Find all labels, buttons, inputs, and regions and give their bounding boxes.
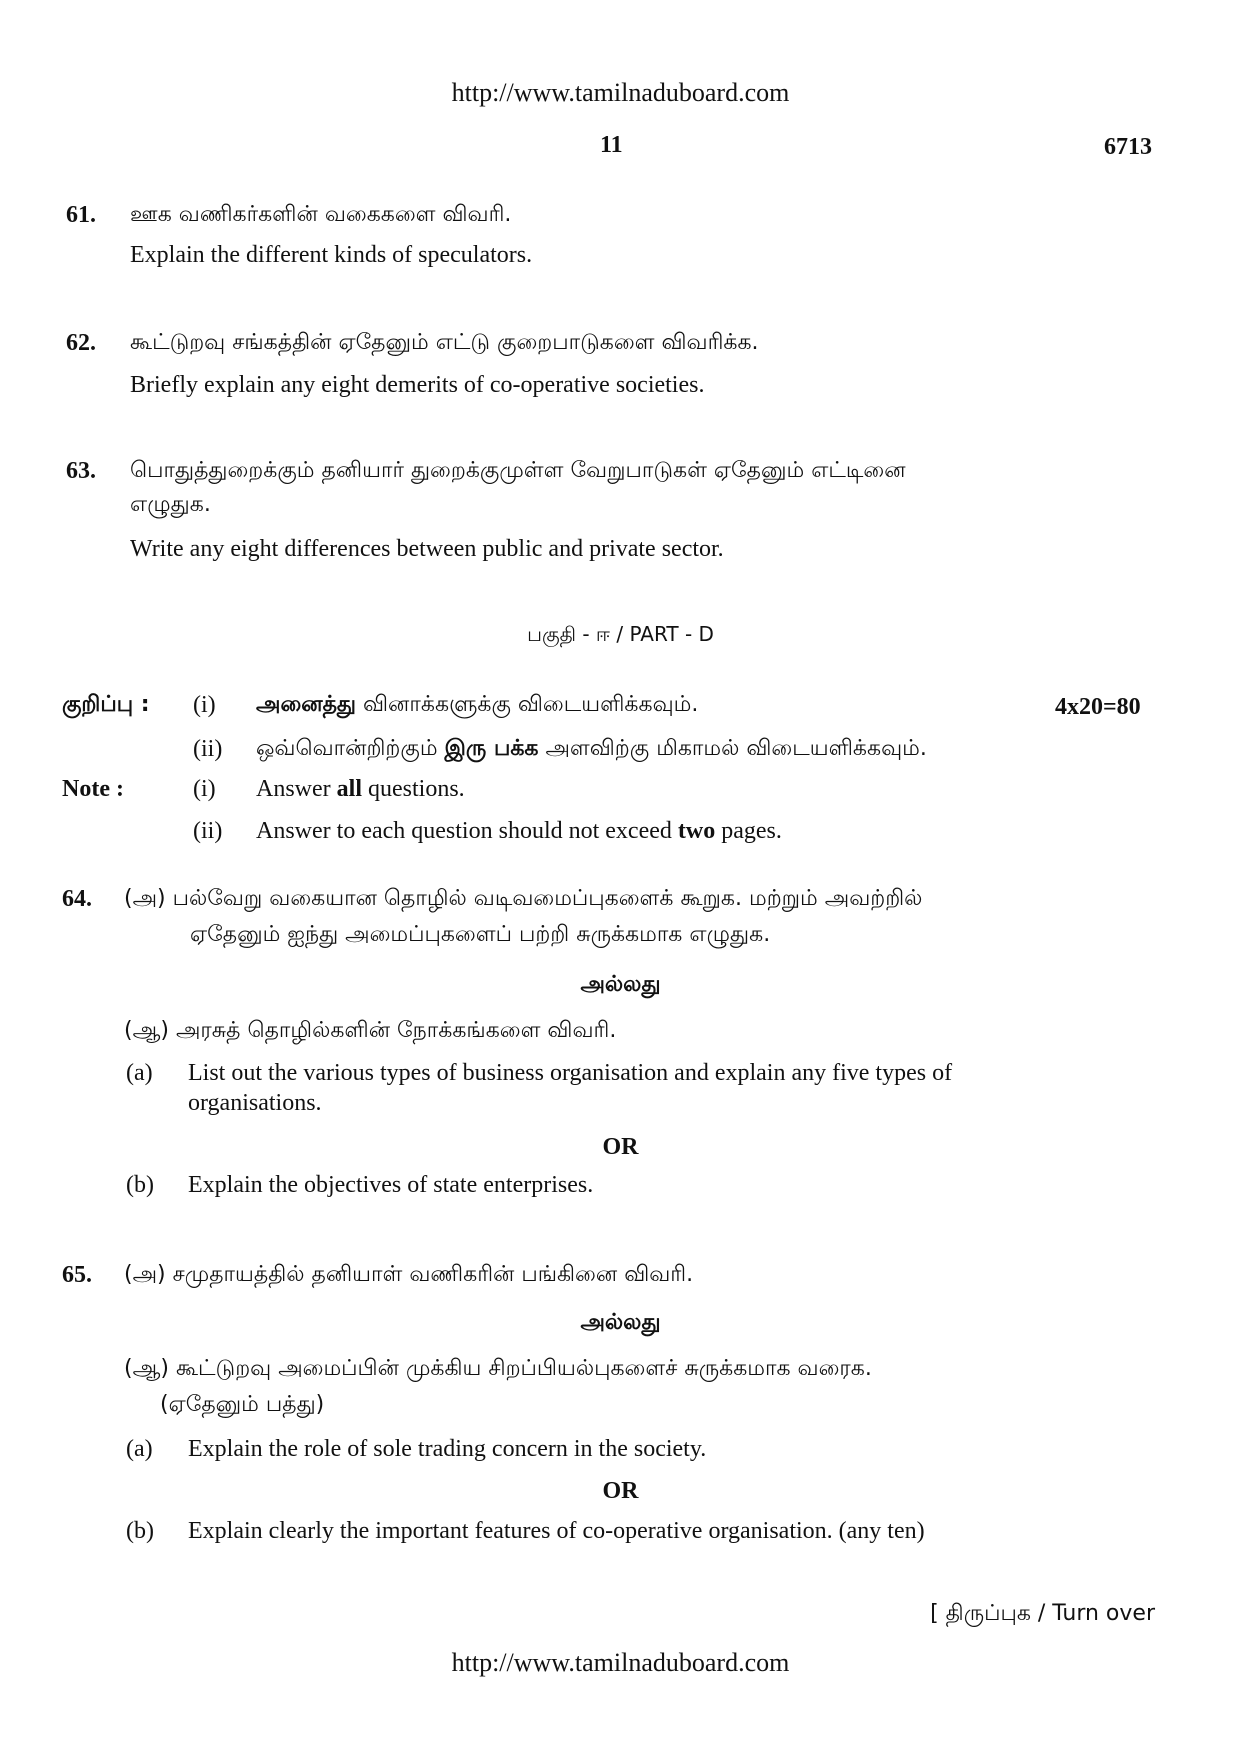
option-a-tamil: (அ) பல்வேறு வகையான தொழில் வடிவமைப்புகளைக் கூறுக. மற்றும் அவற்றில்: [124, 886, 923, 911]
question-number: 61.: [66, 202, 96, 228]
note-text-english: Answer all questions.: [256, 776, 465, 802]
option-b-english: Explain clearly the important features of co-operative organisation. (any ten): [188, 1518, 925, 1544]
note-label-english: Note :: [62, 776, 124, 802]
option-a-english: Explain the role of sole trading concern in the society.: [188, 1436, 707, 1462]
or-tamil: அல்லது: [580, 1310, 661, 1335]
note-text-tamil: அனைத்து வினாக்களுக்கு விடையளிக்கவும்.: [256, 692, 699, 717]
marks: 4x20=80: [1055, 694, 1141, 720]
note-number: (ii): [193, 818, 223, 844]
question-text-tamil: ஊக வணிகர்களின் வகைகளை விவரி.: [130, 202, 512, 227]
question-number: 63.: [66, 458, 96, 484]
part-heading-text: பகுதி - ஈ / PART - D: [527, 622, 714, 646]
or-english: OR: [602, 1134, 639, 1160]
question-text-english: Explain the different kinds of speculators.: [130, 242, 533, 268]
option-a-tamil: ஏதேனும் ஐந்து அமைப்புகளைப் பற்றி சுருக்கமாக எழுதுக.: [190, 922, 771, 947]
note-number: (i): [193, 692, 216, 718]
question-text-english: Write any eight differences between public and private sector.: [130, 536, 724, 562]
option-b-tamil: (ஆ) கூட்டுறவு அமைப்பின் முக்கிய சிறப்பியல்புகளைச் சுருக்கமாக வரைக.: [124, 1356, 872, 1381]
note-text-tamil: ஒவ்வொன்றிற்கும் இரு பக்க அளவிற்கு மிகாமல் விடையளிக்கவும்.: [256, 736, 927, 761]
option-b-tamil: (ஏதேனும் பத்து): [160, 1392, 325, 1417]
question-text-tamil: எழுதுக.: [130, 492, 211, 517]
note-number: (i): [193, 776, 216, 802]
option-a-tamil: (அ) சமுதாயத்தில் தனியாள் வணிகரின் பங்கினை விவரி.: [124, 1262, 694, 1287]
note-text-english: Answer to each question should not exceed two pages.: [256, 818, 782, 844]
turn-over: [ திருப்புக / Turn over: [930, 1601, 1155, 1626]
question-number: 62.: [66, 330, 96, 356]
option-label: (a): [126, 1436, 153, 1462]
option-b-english: Explain the objectives of state enterprises.: [188, 1172, 594, 1198]
option-label: (b): [126, 1518, 154, 1544]
option-b-tamil: (ஆ) அரசுத் தொழில்களின் நோக்கங்களை விவரி.: [124, 1018, 617, 1043]
question-text-tamil: கூட்டுறவு சங்கத்தின் ஏதேனும் எட்டு குறைபாடுகளை விவரிக்க.: [130, 330, 759, 355]
option-label: (b): [126, 1172, 154, 1198]
question-text-tamil: பொதுத்துறைக்கும் தனியார் துறைக்குமுள்ள வேறுபாடுகள் ஏதேனும் எட்டினை: [130, 458, 906, 483]
page-number: 11: [600, 132, 623, 158]
question-number: 65.: [62, 1262, 92, 1288]
or-english: OR: [602, 1478, 639, 1504]
option-a-english: List out the various types of business organisation and explain any five types of: [188, 1060, 953, 1086]
question-text-english: Briefly explain any eight demerits of co-operative societies.: [130, 372, 705, 398]
paper-code: 6713: [1104, 134, 1152, 160]
footer-url: http://www.tamilnaduboard.com: [451, 1648, 790, 1677]
or-tamil: அல்லது: [580, 972, 661, 997]
option-label: (a): [126, 1060, 153, 1086]
header-url: http://www.tamilnaduboard.com: [451, 78, 790, 107]
note-number: (ii): [193, 736, 223, 762]
note-label-tamil: குறிப்பு :: [62, 692, 150, 717]
part-heading: [0, 622, 1241, 649]
question-number: 64.: [62, 886, 92, 912]
option-a-english: organisations.: [188, 1090, 322, 1116]
